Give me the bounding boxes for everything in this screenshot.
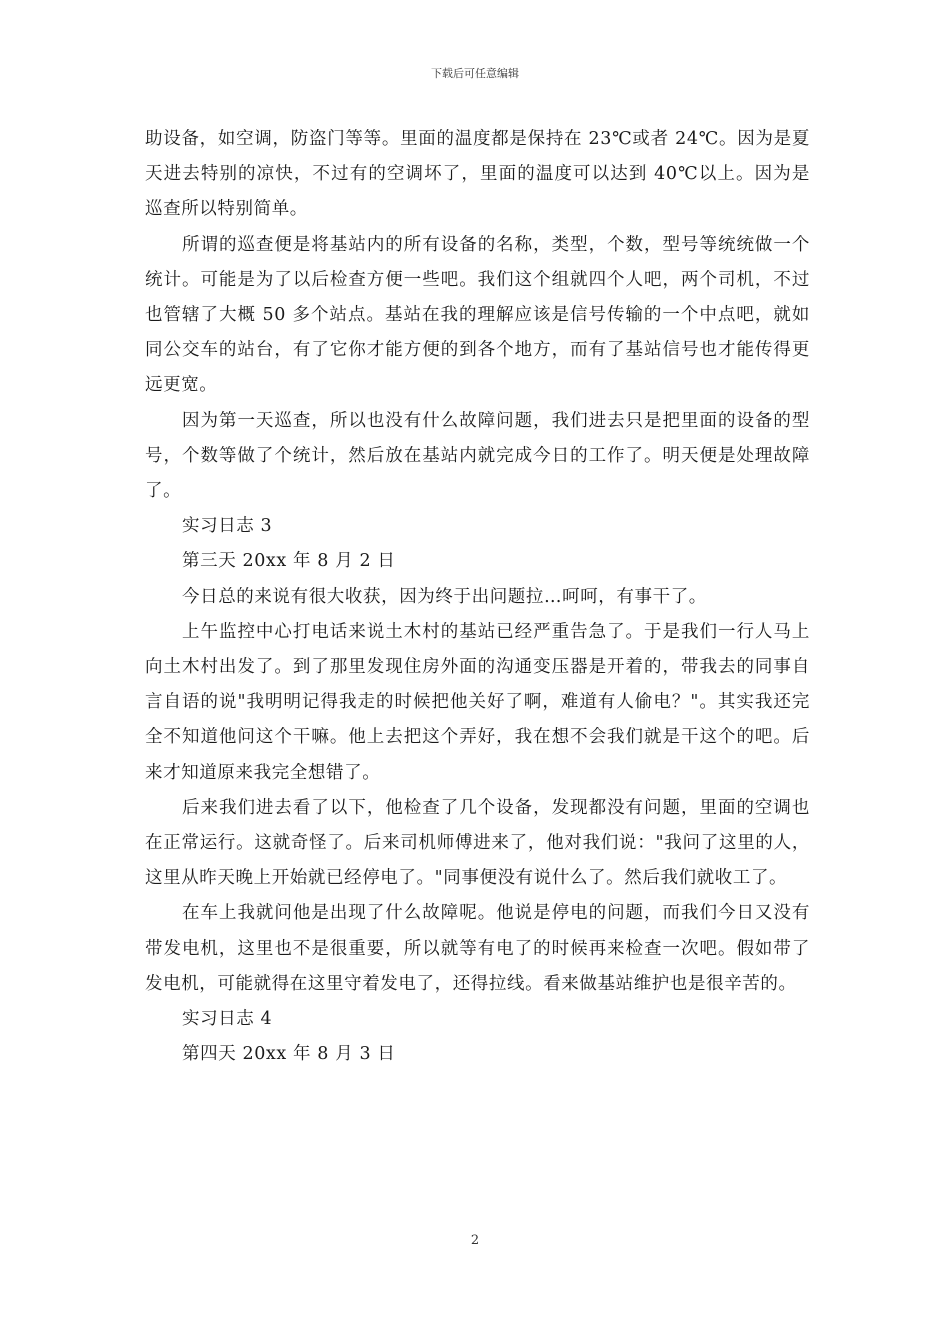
section-heading: 实习日志 3 [182,516,273,537]
paragraph: 在车上我就问他是出现了什么故障呢。他说是停电的问题，而我们今日又没有带发电机，这里也不是很重要，所以就等有电了的时候再来检查一次吧。假如带了发电机，可能就得在这里守着发电了，还得拉线。看来做基站维护也是很辛苦的。 [145,903,810,994]
document-body [145,122,810,1072]
page-number: 2 [470,1233,480,1248]
paragraph: 因为第一天巡查，所以也没有什么故障问题，我们进去只是把里面的设备的型号，个数等做了个统计，然后放在基站内就完成今日的工作了。明天便是处理故障了。 [145,410,810,502]
page-header-note: 下载后可任意编辑 [431,67,519,80]
date-line: 第三天 20xx 年 8 月 2 日 [182,551,396,572]
paragraph-continuation: 助设备，如空调，防盗门等等。里面的温度都是保持在 23℃或者 24℃。因为是夏天进去特别的凉快，不过有的空调坏了，里面的温度可以达到 40℃以上。因为是巡查所以特别简单。 [145,129,810,220]
paragraph: 后来我们进去看了以下，他检查了几个设备，发现都没有问题，里面的空调也在正常运行。这就奇怪了。后来司机师傅进来了，他对我们说："我问了这里的人，这里从昨天晚上开始就已经停电了。"同事便没有说什么了。然后我们就收工了。 [145,797,810,889]
paragraph: 今日总的来说有很大收获，因为终于出问题拉…呵呵，有事干了。 [182,586,707,607]
date-line: 第四天 20xx 年 8 月 3 日 [182,1044,396,1065]
section-heading: 实习日志 4 [182,1009,273,1030]
paragraph: 上午监控中心打电话来说土木村的基站已经严重告急了。于是我们一行人马上向土木村出发了。到了那里发现住房外面的沟通变压器是开着的，带我去的同事自言自语的说"我明明记得我走的时候把他关好了啊，难道有人偷电？"。其实我还完全不知道他问这个干嘛。他上去把这个弄好，我在想不会我们就是干这个的吧。后来才知道原来我完全想错了。 [145,621,810,783]
paragraph: 所谓的巡查便是将基站内的所有设备的名称，类型，个数，型号等统统做一个统计。可能是为了以后检查方便一些吧。我们这个组就四个人吧，两个司机，不过也管辖了大概 50 多个站点。基站在我的理解应该是信号传输的一个中点吧，就如同公交车的站台，有了它你才能方便的到各个地方，而有了基站信号也才能传得更远更宽。 [145,234,810,396]
